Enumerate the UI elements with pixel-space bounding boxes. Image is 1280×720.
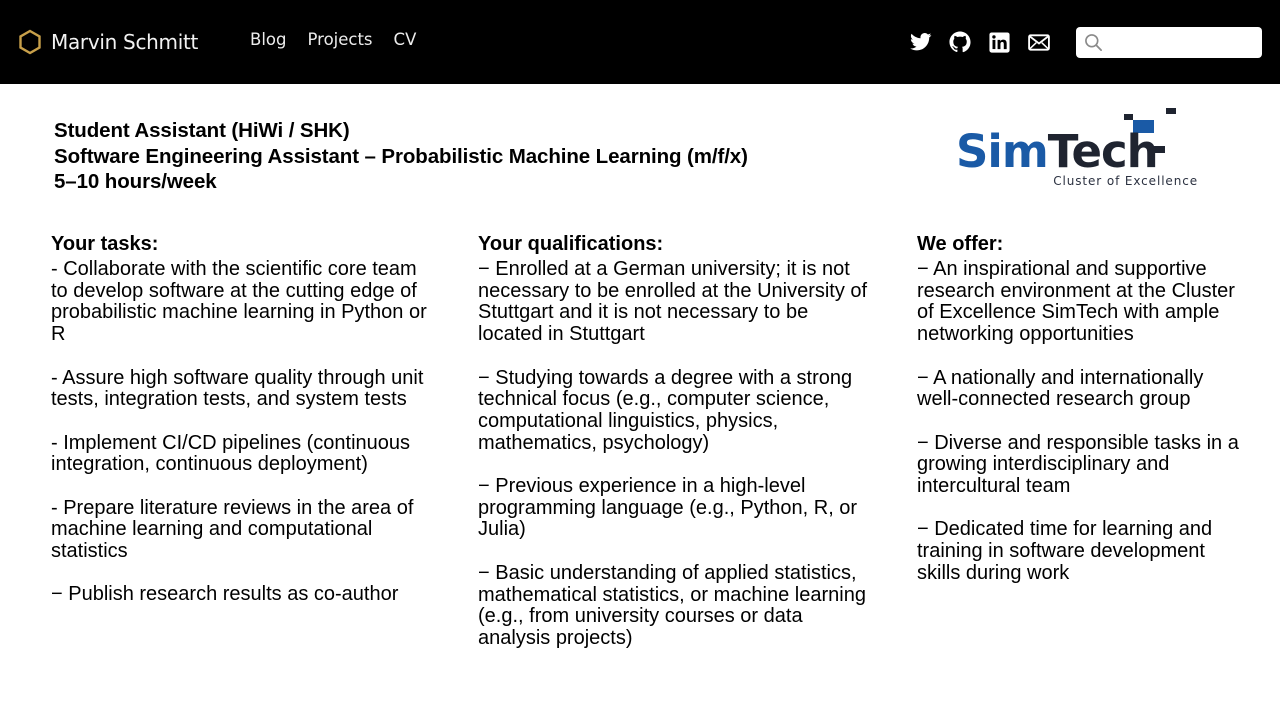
list-item: − Enrolled at a German university; it is not necessary to be enrolled at the University of Stuttgart and it is not necessary to be located in Stuttgart xyxy=(478,258,868,346)
simtech-tagline: Cluster of Excellence xyxy=(1053,174,1198,188)
main-nav xyxy=(250,30,437,49)
list-item: - Implement CI/CD pipelines (continuous integration, continuous deployment) xyxy=(51,431,411,476)
list-item: − Basic understanding of applied statistics, mathematical statistics, or machine learning (e.g., from university courses or data analysis projects) xyxy=(478,561,866,649)
tasks-title: Your tasks: xyxy=(51,233,159,255)
brand-link[interactable] xyxy=(18,28,198,56)
tasks-column xyxy=(51,232,431,628)
list-item: − An inspirational and supportive research environment at the Cluster of Excellence SimTech with ample networking opportunities xyxy=(917,258,1235,346)
hexagon-logo-icon xyxy=(18,29,42,55)
brand-name: Marvin Schmitt xyxy=(51,30,199,54)
simtech-logo xyxy=(950,104,1210,194)
list-item: - Prepare literature reviews in the area of machine learning and computational statistics xyxy=(51,496,414,563)
list-item: − Publish research results as co-author xyxy=(51,583,399,606)
nav-link-projects[interactable]: Projects xyxy=(307,30,373,49)
search-input[interactable] xyxy=(1106,31,1254,53)
simtech-wordmark: SimTech xyxy=(956,125,1158,178)
job-title-line-1: Student Assistant (HiWi / SHK) xyxy=(54,119,350,142)
linkedin-icon[interactable] xyxy=(987,31,1011,53)
list-item: − A nationally and internationally well-connected research group xyxy=(917,366,1204,411)
qualifications-title: Your qualifications: xyxy=(478,233,664,255)
top-navbar xyxy=(0,0,1280,84)
nav-link-blog[interactable]: Blog xyxy=(250,30,287,49)
job-hours: 5–10 hours/week xyxy=(54,170,217,193)
list-item: − Previous experience in a high-level programming language (e.g., Python, R, or Julia) xyxy=(478,475,858,541)
offer-title: We offer: xyxy=(917,233,1004,255)
search-box xyxy=(1076,27,1262,58)
job-title-line-2: Software Engineering Assistant – Probabilistic Machine Learning (m/f/x) xyxy=(54,144,748,168)
list-item: - Assure high software quality through unit tests, integration tests, and system tests xyxy=(51,366,424,411)
qualifications-column xyxy=(478,232,868,671)
nav-link-cv[interactable]: CV xyxy=(393,30,417,49)
offer-column xyxy=(917,232,1247,606)
list-item: − Dedicated time for learning and training in software development skills during work xyxy=(917,518,1213,584)
list-item: − Studying towards a degree with a strong technical focus (e.g., computer science, computational linguistics, physics, mathematics, psychology) xyxy=(478,366,853,454)
mail-icon[interactable] xyxy=(1026,31,1052,53)
list-item: − Diverse and responsible tasks in a growing interdisciplinary and intercultural team xyxy=(917,431,1239,497)
github-icon[interactable] xyxy=(948,31,972,53)
twitter-icon[interactable] xyxy=(909,31,933,53)
list-item: - Collaborate with the scientific core team to develop software at the cutting edge of probabilistic machine learning in Python or R xyxy=(51,258,427,346)
job-heading xyxy=(54,118,748,195)
